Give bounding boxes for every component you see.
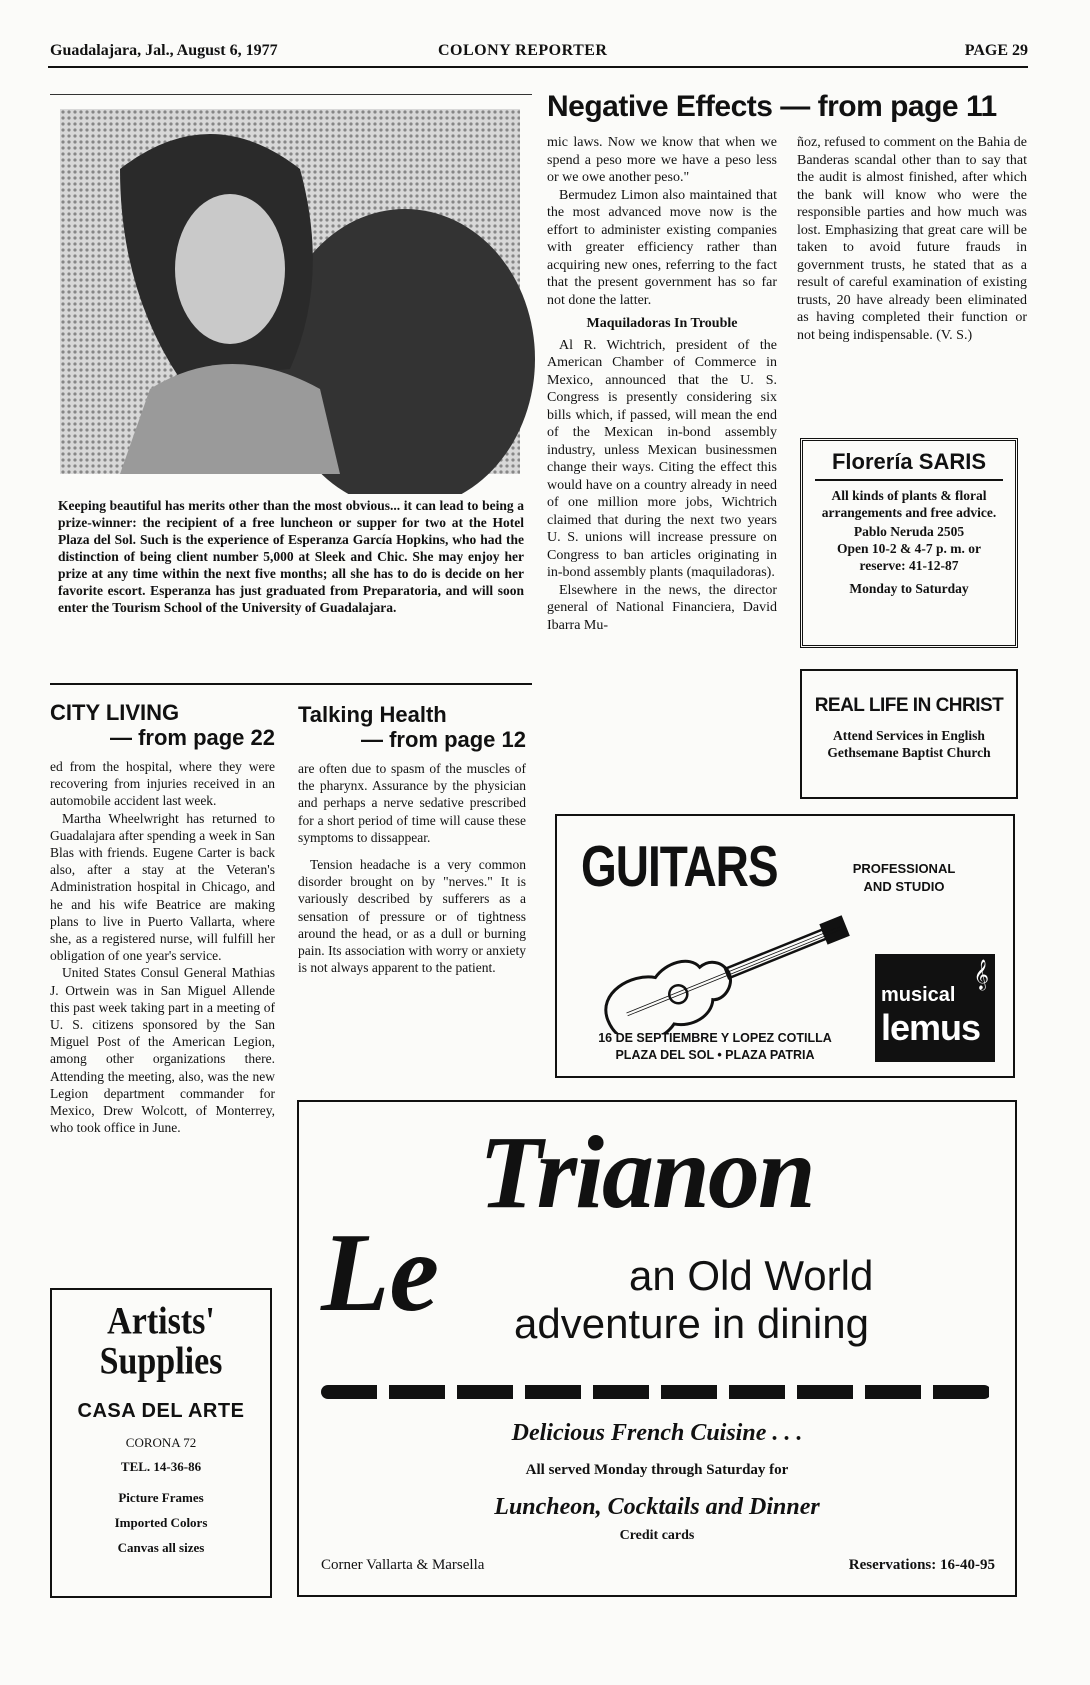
negative-effects-headline: Negative Effects — from page 11 [547, 90, 997, 123]
cl-para-2: Martha Wheelwright has returned to Guadalajara after spending a week in San Blas with friends. Eugene Carter is back also, after a stay at the Veteran's Administration hospital in Chicago, and he and his wife Beatrice are making plans to live in Puerto Vallarta, where she, as a registered nurse, will fulfill her obligation of one year's service. [50, 810, 275, 964]
negative-effects-col2 [797, 134, 1027, 344]
maquiladoras-subhead: Maquiladoras In Trouble [586, 316, 738, 331]
city-living-from: — from page 22 [109, 725, 275, 750]
city-living-title: CITY LIVING [50, 700, 180, 725]
floreria-ad [800, 438, 1018, 648]
photo-feature [50, 94, 532, 695]
talking-health-body [298, 760, 526, 976]
floreria-line2: Pablo Neruda 2505 [853, 524, 965, 539]
portrait-photo [60, 109, 542, 494]
city-living-body [50, 758, 275, 1136]
trianon-reservations: Reservations: 16-40-95 [848, 1557, 995, 1573]
trianon-name: Trianon [479, 1115, 814, 1230]
ne-para-1: mic laws. Now we know that when we spend a peso more we have a peso less or we owe another peso." [547, 135, 777, 185]
negative-effects-col1 [547, 134, 777, 634]
guitars-title: GUITARS [581, 833, 778, 899]
th-para-2: Tension headache is a very common disorder brought on by "nerves." It is variously described by sufferers as a sensation of pressure or of tightness around the head, or as a dull or burning pain. Its association with worry or anxiety is not always apparent to the patient. [298, 857, 526, 976]
trianon-served: All served Monday through Saturday for [525, 1462, 789, 1478]
floreria-line4: Monday to Saturday [849, 581, 969, 596]
ne-para-4: Elsewhere in the news, the director general of National Financiera, David Ibarra Mu- [547, 582, 777, 633]
floreria-line3: Open 10-2 & 4-7 p. m. or reserve: 41-12-87 [837, 541, 981, 573]
header-rule [48, 66, 1028, 68]
lemus-bottom: lemus [881, 1007, 981, 1048]
guitars-ad [555, 814, 1015, 1078]
page-number: PAGE 29 [964, 42, 1028, 59]
trianon-meals: Luncheon, Cocktails and Dinner [494, 1494, 820, 1520]
artists-title-2: Supplies [99, 1340, 223, 1383]
paper-name: COLONY REPORTER [438, 42, 608, 59]
ne-para-2: Bermudez Limon also maintained that the most advanced move now is the effort to administer existing companies with greater efficiency rather than acquiring new ones, referring to the fact that the present government has so far not done the latter. [547, 187, 777, 308]
lemus-logo [875, 954, 995, 1062]
casa-del-arte: CASA DEL ARTE [77, 1400, 245, 1422]
artists-title-1: Artists' [107, 1300, 215, 1343]
treble-clef-icon: 𝄞 [973, 960, 989, 989]
lemus-top: musical [881, 984, 956, 1006]
ne-col2-para: ñoz, refused to comment on the Bahia de Banderas scandal other than to say that the audit is almost finished, after which the bank will know who were the responsible parties and how much was lost. Emphasizing that great care will be taken to avoid future frauds in government trusts, he stated that as a result of careful examination of existing trusts, 20 have already been eliminated as having completed their function or not being indispensable. (V. S.) [797, 135, 1027, 343]
guitars-tag: PROFESSIONAL AND STUDIO [852, 861, 956, 894]
talking-health-headline [298, 702, 526, 752]
artists-item-3: Canvas all sizes [117, 1540, 205, 1555]
floreria-title: Florería SARIS [831, 449, 987, 474]
talking-health-title: Talking Health [298, 702, 447, 727]
artists-address: CORONA 72 [125, 1435, 197, 1450]
photo-caption: Keeping beautiful has merits other than the most obvious... it can lead to being a prize-winner: the recipient of a free luncheon or supper for two at the Hotel Plaza del Sol. Such is the experience of Esperanza García Hopkins, who had the distinction of being client number 5,000 at Sleek and Chic. She may enjoy her prize at any time within the next five months; all she has to do is decide on her favorite escort. Esperanza has just graduated from Preparatoria, and will soon enter the Tourism School of the University of Guadalajara. [58, 498, 524, 615]
dateline: Guadalajara, Jal., August 6, 1977 [50, 42, 278, 59]
real-life-ad [800, 669, 1018, 799]
trianon-le: Le [321, 1211, 440, 1335]
real-life-logo: REAL LIFE IN CHRIST [814, 695, 1004, 716]
city-living-headline [50, 700, 275, 750]
artists-item-2: Imported Colors [114, 1515, 208, 1530]
guitars-address-2: PLAZA DEL SOL • PLAZA PATRIA [615, 1048, 815, 1062]
trianon-tagline-2: adventure in dining [514, 1300, 869, 1347]
artists-items [52, 1485, 270, 1560]
le-trianon-ad [297, 1100, 1017, 1597]
trianon-address: Corner Vallarta & Marsella [321, 1557, 485, 1573]
real-life-text: Attend Services in English Gethsemane Baptist Church [827, 728, 991, 760]
guitars-address-1: 16 DE SEPTIEMBRE Y LOPEZ COTILLA [598, 1031, 832, 1045]
guitars-address [575, 1030, 855, 1064]
ne-para-3: Al R. Wichtrich, president of the American Chamber of Commerce in Mexico, announced that the U. S. Congress is presently considering six bills which, if passed, will mean the end of the Mexican in-bond assembly industry, unless Mexican businessmen change their ways. Citing the effect this would have on a country already in need of one million more jobs, Wichtrich claimed that during the next two years U. S. unions will increase pressure on Congress to ban articles originating in in-bond assembly plants (maquiladoras). [547, 337, 777, 580]
floreria-line1: All kinds of plants & floral arrangements and free advice. [821, 488, 997, 520]
guitar-icon [577, 904, 867, 1034]
artists-tel: TEL. 14-36-86 [120, 1459, 202, 1474]
cl-para-3: United States Consul General Mathias J. Ortwein was in San Miguel Allende this past week taking part in a meeting of U. S. citizens sponsored by the San Miguel Post of the American Legion, among other organizations there. Attending the meeting, also, was the new Legion department commander for Mexico, Drew Wolcott, of Monterrey, who took office in June. [50, 965, 275, 1136]
artists-supplies-ad [50, 1288, 272, 1598]
trianon-tagline-1: an Old World [629, 1252, 874, 1299]
th-para-1: are often due to spasm of the muscles of the pharynx. Assurance by the physician and perhaps a nerve sedative prescribed for a short period of time will cause these symptoms to dissappear. [298, 761, 526, 845]
trianon-cuisine: Delicious French Cuisine . . . [511, 1420, 803, 1446]
cl-para-1: ed from the hospital, where they were recovering from injuries received in an automobile accident last week. [50, 759, 275, 809]
dash-divider [321, 1385, 991, 1399]
photo-bottom-rule [50, 683, 532, 685]
talking-health-from: — from page 12 [360, 727, 526, 752]
artists-item-1: Picture Frames [118, 1490, 204, 1505]
trianon-cards: Credit cards [619, 1528, 695, 1543]
